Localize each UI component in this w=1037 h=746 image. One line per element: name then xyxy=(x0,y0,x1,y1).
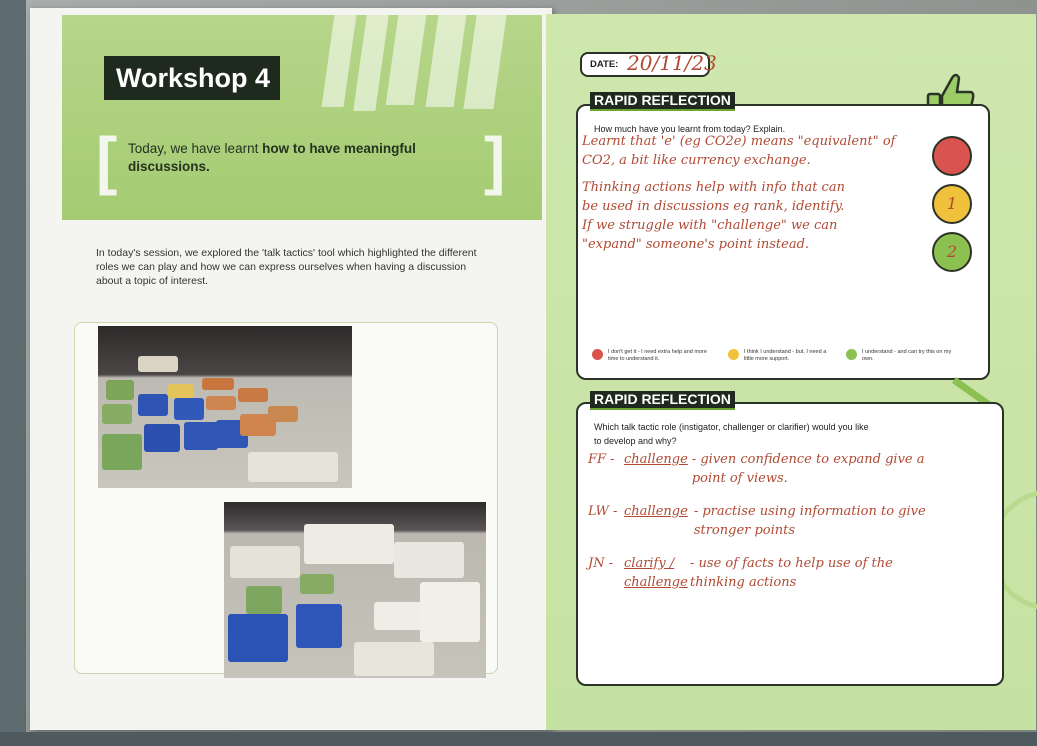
reflection-answer-2 xyxy=(588,450,988,592)
red-light xyxy=(932,136,972,176)
legend-green: I understand - and can try this on my own. xyxy=(862,349,952,362)
answer-line: be used in discussions eg rank, identify. xyxy=(582,199,845,214)
green-light: 2 xyxy=(932,232,972,272)
answer-row xyxy=(588,450,988,488)
amber-light: 1 xyxy=(932,184,972,224)
answer-row xyxy=(588,554,988,592)
answer-line: "expand" someone's point instead. xyxy=(582,237,810,252)
legend-dot-green xyxy=(846,349,857,360)
right-bracket: ] xyxy=(484,124,506,196)
answer-role: challenge xyxy=(624,452,688,467)
answer-line: CO2, a bit like currency exchange. xyxy=(582,153,811,168)
left-bracket: [ xyxy=(96,124,118,196)
reflection-question-2-line2: to develop and why? xyxy=(594,436,677,446)
table-edge-left xyxy=(0,0,26,746)
learnt-statement xyxy=(128,140,428,176)
reflection-title-1: RAPID REFLECTION xyxy=(590,92,735,111)
legend-dot-amber xyxy=(728,349,739,360)
classroom-photo-2 xyxy=(224,502,486,678)
answer-line xyxy=(582,170,922,178)
learnt-prefix: Today, we have learnt xyxy=(128,141,263,156)
left-page-header-band xyxy=(62,15,542,220)
answer-initials: LW - xyxy=(588,504,618,519)
session-description: In today's session, we explored the 'talk tactics' tool which highlighted the different roles we can play and how we can express ourselves when having a discussion about a topic of interest. xyxy=(96,247,477,287)
legend-amber: I think I understand - but, I need a little more support. xyxy=(744,349,827,362)
date-label: DATE: xyxy=(590,59,619,70)
legend-red: I don't get it - I need extra help and more time to understand it. xyxy=(608,349,707,362)
answer-line: Thinking actions help with info that can xyxy=(582,180,845,195)
workshop-title: Workshop 4 xyxy=(104,56,280,100)
answer-row xyxy=(588,502,988,540)
answer-initials: JN - xyxy=(588,556,614,571)
reflection-question-1: How much have you learnt from today? Explain. xyxy=(594,124,786,134)
answer-text: - use of facts to help use of the thinking actions xyxy=(690,556,893,590)
answer-line: Learnt that 'e' (eg CO2e) means "equivalent" of xyxy=(582,134,896,149)
reflection-title-2: RAPID REFLECTION xyxy=(590,391,735,410)
legend-dot-red xyxy=(592,349,603,360)
answer-text: - practise using information to give stronger points xyxy=(693,504,926,538)
answer-role: challenge xyxy=(624,504,688,519)
table-edge-bottom xyxy=(0,732,1037,746)
answer-text: - given confidence to expand give a point of views. xyxy=(691,452,925,486)
classroom-photo-1 xyxy=(98,326,352,488)
answer-initials: FF - xyxy=(588,452,615,467)
answer-line: If we struggle with "challenge" we can xyxy=(582,218,838,233)
date-value: 20/11/23 xyxy=(627,51,717,75)
answer-role: clarify / challenge xyxy=(624,556,688,590)
learnt-bold: how to have meaningful discussions. xyxy=(128,141,416,174)
reflection-question-2-line1: Which talk tactic role (instigator, challenger or clarifier) would you like xyxy=(594,422,869,432)
reflection-answer-1 xyxy=(582,132,922,254)
